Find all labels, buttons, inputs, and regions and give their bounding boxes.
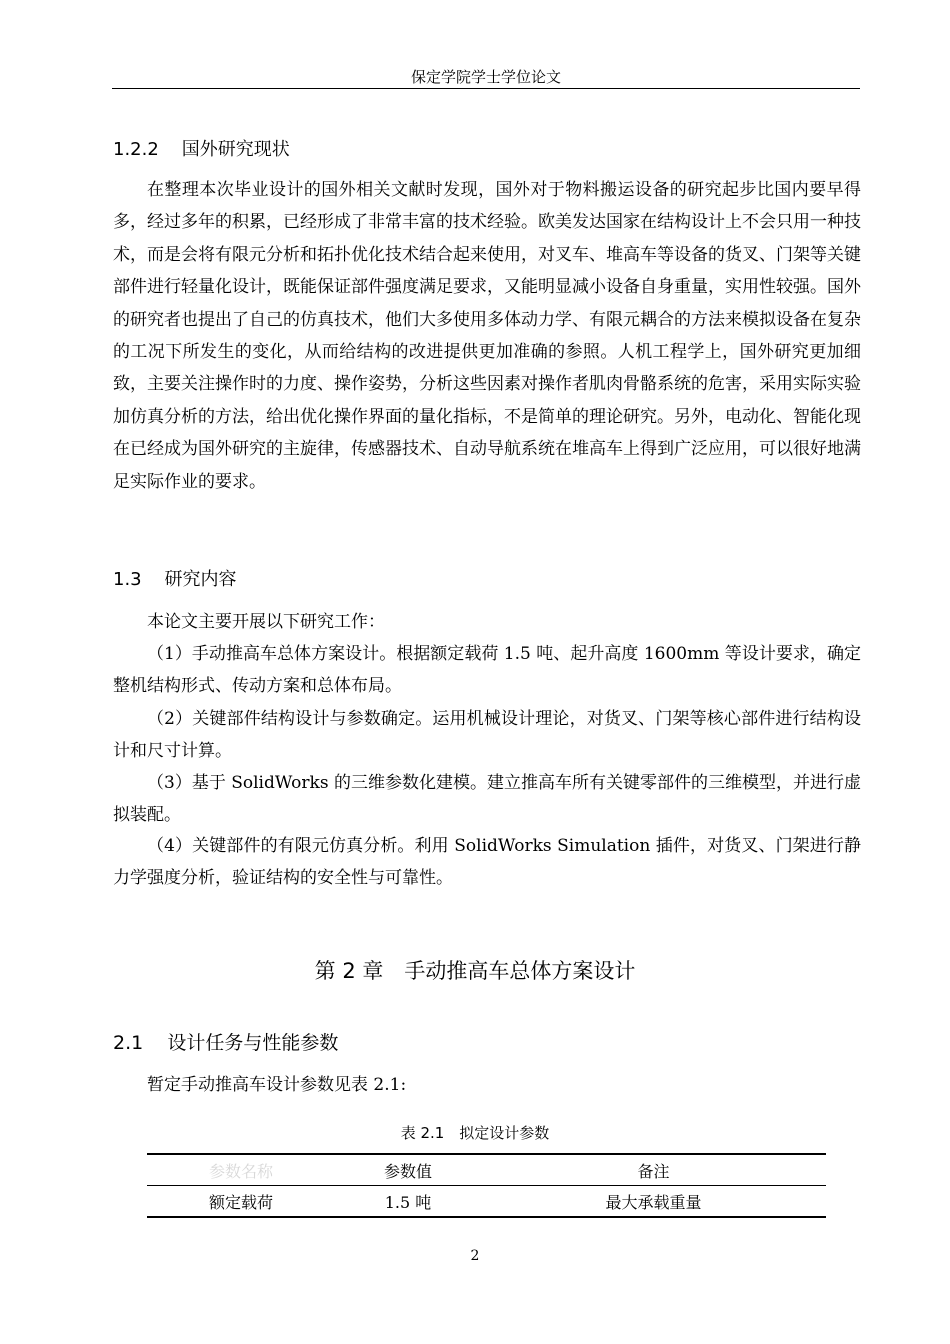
section-number: 2.1	[113, 1032, 144, 1054]
research-item-1: （1）手动推高车总体方案设计。根据额定载荷 1.5 吨、起升高度 1600mm 等设计要求，确定整机结构形式、传动方案和总体布局。	[113, 644, 861, 697]
table-header-cell: 备注	[637, 1161, 670, 1181]
table-cell: 额定载荷	[208, 1192, 273, 1212]
body-paragraph-foreign-research: 在整理本次毕业设计的国外相关文献时发现，国外对于物料搬运设备的研究起步比国内要早得多，经过多年的积累，已经形成了非常丰富的技术经验。欧美发达国家在结构设计上不会只用一种技术，而是会将有限元分析和拓扑优化技术结合起来使用，对叉车、堆高车等设备的货叉、门架等关键部件进行轻量化设计，既能保证部件强度满足要求，又能明显减小设备自身重量，实用性较强。国外的研究者也提出了自己的仿真技术，他们大多使用多体动力学、有限元耦合的方法来模拟设备在复杂的工况下所发生的变化，从而给结构的改进提供更加准确的参照。人机工程学上，国外研究更加细致，主要关注操作时的力度、操作姿势，分析这些因素对操作者肌肉骨骼系统的危害，采用实际实验加仿真分析的方法，给出优化操作界面的量化指标，不是简单的理论研究。另外，电动化、智能化现在已经成为国外研究的主旋律，传感器技术、自动导航系统在堆高车上得到广泛应用，可以很好地满足实际作业的要求。	[113, 180, 861, 492]
table-header-cell: 参数名称	[208, 1161, 273, 1181]
research-item-2: （2）关键部件结构设计与参数确定。运用机械设计理论，对货叉、门架等核心部件进行结构设计和尺寸计算。	[113, 709, 861, 762]
table-header-row	[147, 1154, 826, 1186]
research-item-3: （3）基于 SolidWorks 的三维参数化建模。建立推高车所有关键零部件的三维模型，并进行虚拟装配。	[113, 773, 861, 826]
section-number: 1.2.2	[113, 139, 159, 160]
chapter-title: 第 2 章 手动推高车总体方案设计	[314, 959, 636, 983]
section-heading-2-1	[113, 1030, 338, 1056]
table-cell: 最大承载重量	[605, 1192, 702, 1212]
section-heading-1-2-2	[113, 137, 290, 163]
section-heading-1-3	[113, 567, 237, 593]
table-caption: 表 2.1 拟定设计参数	[400, 1124, 550, 1142]
section-title: 研究内容	[164, 569, 237, 590]
section-title: 设计任务与性能参数	[167, 1032, 339, 1054]
header-divider	[112, 88, 860, 89]
table-row	[147, 1186, 826, 1218]
section-title: 国外研究现状	[181, 139, 290, 160]
table-header-cell: 参数值	[383, 1161, 432, 1181]
table-intro: 暂定手动推高车设计参数见表 2.1:	[147, 1075, 407, 1095]
page-number: 2	[470, 1248, 480, 1264]
research-intro: 本论文主要开展以下研究工作：	[147, 612, 385, 632]
design-parameters-table	[147, 1153, 826, 1218]
running-header: 保定学院学士学位论文	[410, 68, 561, 86]
table-cell: 1.5 吨	[384, 1192, 432, 1212]
section-number: 1.3	[113, 569, 142, 590]
research-item-4: （4）关键部件的有限元仿真分析。利用 SolidWorks Simulation 插件，对货叉、门架进行静力学强度分析，验证结构的安全性与可靠性。	[113, 836, 861, 889]
